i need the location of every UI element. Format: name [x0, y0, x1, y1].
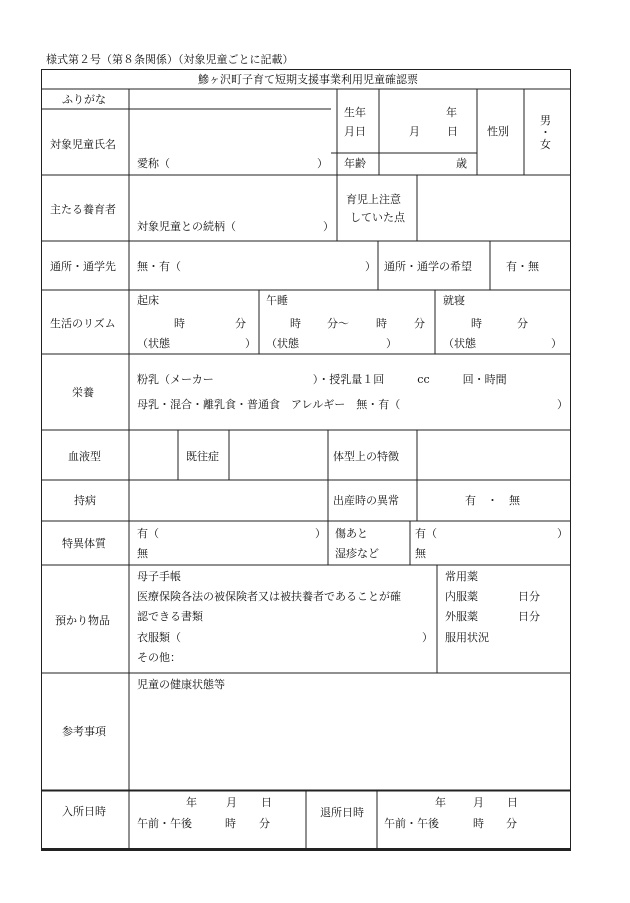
wound-yes: 有（ [415, 527, 437, 540]
birth-year-unit: 年 [446, 106, 457, 119]
food-line: 母乳・混合・離乳食・普通食 アレルギー 無・有（ [137, 398, 401, 411]
wound-no: 無 [415, 547, 426, 560]
wound-yes-close: ） [557, 527, 568, 540]
birth-month-unit: 月 [409, 125, 420, 138]
checkin-month: 月 [226, 796, 237, 809]
internal-medicine-label: 内服薬 [445, 590, 478, 603]
checkin-label: 入所日時 [62, 805, 106, 818]
nutrition-label: 栄養 [72, 386, 94, 399]
bed-label: 就寝 [443, 294, 465, 307]
checkout-minute: 分 [506, 817, 517, 830]
checkout-year: 年 [435, 796, 446, 809]
notes-label: 参考事項 [62, 725, 106, 738]
blood-type-label: 血液型 [68, 450, 101, 463]
checkin-day: 日 [261, 796, 272, 809]
nickname-close-paren: ） [317, 157, 328, 170]
bed-state: （状態 [443, 337, 476, 350]
item-insurance-line2: 認できる書類 [137, 610, 203, 623]
wound-label-line2: 湿疹など [335, 547, 379, 560]
nap-state: （状態 [266, 337, 299, 350]
bed-hour: 時 [471, 317, 482, 330]
item-mother-child-handbook: 母子手帳 [137, 570, 181, 583]
checkout-ampm: 午前・午後 [384, 817, 439, 830]
checkin-ampm: 午前・午後 [137, 817, 192, 830]
body-feature-label: 体型上の特徴 [333, 450, 399, 463]
age-unit: 歳 [456, 157, 467, 170]
nap-hour-from: 時 [290, 317, 301, 330]
nap-label: 午睡 [266, 294, 288, 307]
form-table [41, 69, 571, 851]
bed-minute: 分 [517, 317, 528, 330]
furigana-label: ふりがな [62, 93, 106, 106]
checkout-hour: 時 [473, 817, 484, 830]
table-grid [41, 69, 572, 852]
medication-status-label: 服用状況 [445, 631, 489, 644]
child-name-label: 対象児童氏名 [50, 138, 116, 151]
wake-state: （状態 [137, 337, 170, 350]
school-hope-value: 有・無 [506, 260, 539, 273]
checkin-year: 年 [186, 796, 197, 809]
bed-state-close: ） [551, 337, 562, 350]
school-hope-label: 通所・通学の希望 [384, 260, 472, 273]
school-label: 通所・通学先 [50, 260, 116, 273]
item-other: その他： [137, 651, 181, 664]
birthdate-label-line1: 生年 [344, 106, 366, 119]
sex-separator: ・ [540, 126, 551, 139]
constitution-yes: 有（ [137, 527, 159, 540]
checkout-label: 退所日時 [320, 806, 364, 819]
constitution-label: 特異体質 [62, 537, 106, 550]
caution-label-line1: 育児上注意 [346, 193, 401, 206]
sex-label: 性別 [487, 125, 509, 138]
nap-state-close: ） [386, 337, 397, 350]
wound-label-line1: 傷あと [335, 527, 368, 540]
internal-medicine-days: 日分 [518, 590, 540, 603]
constitution-yes-close: ） [315, 527, 326, 540]
wake-minute: 分 [235, 317, 246, 330]
checkin-minute: 分 [259, 817, 270, 830]
nap-hour-to: 時 [376, 317, 387, 330]
external-medicine-days: 日分 [518, 610, 540, 623]
wake-label: 起床 [137, 294, 159, 307]
milk-line: 粉乳（メーカー ）・授乳量１回 cc 回・時間 [137, 373, 507, 386]
form-number: 様式第２号（第８条関係）（対象児童ごとに記載） [46, 53, 294, 66]
age-label: 年齢 [344, 157, 366, 170]
birth-abnormality-value: 有 ・ 無 [465, 494, 520, 507]
regular-medicine-label: 常用薬 [445, 570, 478, 583]
item-clothes-close: ） [422, 631, 433, 644]
checkin-hour: 時 [225, 817, 236, 830]
guardian-label: 主たる養育者 [50, 203, 116, 216]
wake-hour: 時 [174, 317, 185, 330]
rhythm-label: 生活のリズム [50, 317, 116, 330]
nap-minute-from: 分～ [327, 317, 349, 330]
notes-health-status: 児童の健康状態等 [137, 678, 225, 691]
birthdate-label-line2: 月日 [344, 125, 366, 138]
birth-abnormality-label: 出産時の異常 [333, 494, 399, 507]
food-close-paren: ） [557, 398, 568, 411]
school-close-paren: ） [365, 260, 376, 273]
medical-history-label: 既往症 [186, 450, 219, 463]
items-label: 預かり物品 [55, 614, 110, 627]
constitution-no: 無 [137, 547, 148, 560]
checkout-month: 月 [473, 796, 484, 809]
checkout-day: 日 [507, 796, 518, 809]
relation-label: 対象児童との続柄（ [137, 220, 236, 233]
sex-female: 女 [540, 138, 551, 151]
sex-male: 男 [540, 114, 551, 127]
chronic-disease-label: 持病 [74, 494, 96, 507]
caution-label-line2: していた点 [350, 211, 405, 224]
nap-minute-to: 分 [414, 317, 425, 330]
relation-close-paren: ） [323, 220, 334, 233]
birth-day-unit: 日 [447, 125, 458, 138]
item-clothes: 衣服類（ [137, 631, 181, 644]
wake-state-close: ） [245, 337, 256, 350]
nickname-label: 愛称（ [137, 157, 170, 170]
school-value: 無・有（ [137, 260, 181, 273]
external-medicine-label: 外服薬 [445, 610, 478, 623]
form-title: 鰺ヶ沢町子育て短期支援事業利用児童確認票 [198, 73, 418, 86]
item-insurance-line1: 医療保険各法の被保険者又は被扶養者であることが確 [137, 590, 401, 603]
